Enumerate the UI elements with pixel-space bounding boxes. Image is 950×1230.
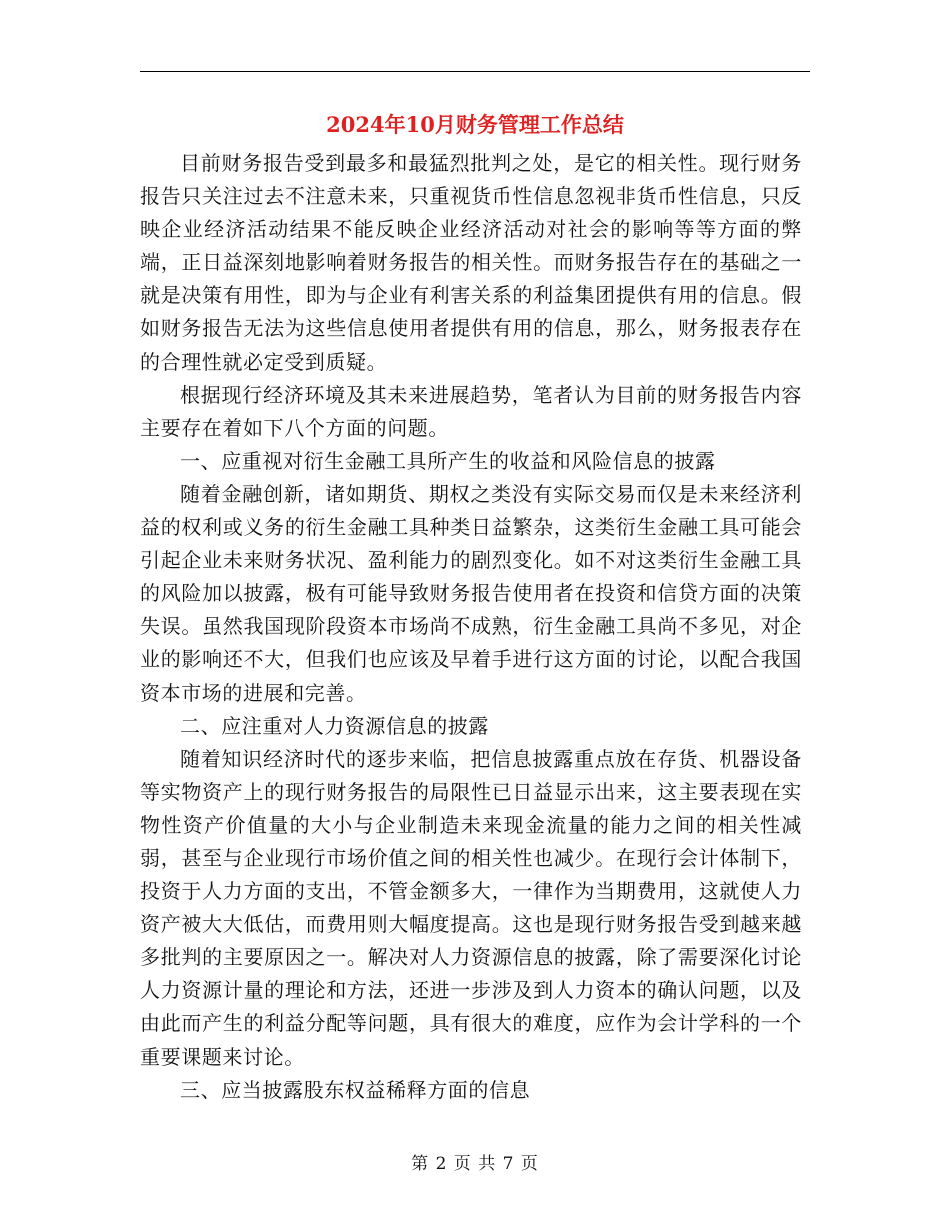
header-rule: [140, 71, 810, 72]
paragraph-1: 目前财务报告受到最多和最猛烈批判之处，是它的相关性。现行财务报告只关注过去不注意未来，只重视货币性信息忽视非货币性信息，只反映企业经济活动结果不能反映企业经济活动对社会的影响等等方面的弊端，正日益深刻地影响着财务报告的相关性。而财务报告存在的基础之一就是决策有用性，即为与企业有利害关系的利益集团提供有用的信息。假如财务报告无法为这些信息使用者提供有用的信息，那么，财务报表存在的合理性就必定受到质疑。: [140, 151, 802, 374]
paragraph-4: 随着知识经济时代的逐步来临，把信息披露重点放在存货、机器设备等实物资产上的现行财务报告的局限性已日益显示出来，这主要表现在实物性资产价值量的大小与企业制造未来现金流量的能力之间的相关性减弱，甚至与企业现行市场价值之间的相关性也减少。在现行会计体制下，投资于人力方面的支出，不管金额多大，一律作为当期费用，这就使人力资产被大大低估，而费用则大幅度提高。这也是现行财务报告受到越来越多批判的主要原因之一。解决对人力资源信息的披露，除了需要深化讨论人力资源计量的理论和方法，还进一步涉及到人力资本的确认问题，以及由此而产生的利益分配等问题，具有很大的难度，应作为会计学科的一个重要课题来讨论。: [140, 746, 802, 1069]
section-heading-3: 三、应当披露股东权益稀释方面的信息: [180, 1077, 531, 1102]
document-body: [140, 147, 802, 1107]
paragraph-2: 根据现行经济环境及其未来进展趋势，笔者认为目前的财务报告内容主要存在着如下八个方面的问题。: [140, 382, 802, 440]
section-heading-1: 一、应重视对衍生金融工具所产生的收益和风险信息的披露: [180, 448, 716, 473]
page-footer: 第 2 页 共 7 页: [411, 1154, 539, 1174]
document-title: 2024年10月财务管理工作总结: [326, 112, 624, 137]
section-heading-2: 二、应注重对人力资源信息的披露: [180, 713, 489, 738]
paragraph-3: 随着金融创新，诸如期货、期权之类没有实际交易而仅是未来经济利益的权利或义务的衍生金融工具种类日益繁杂，这类衍生金融工具可能会引起企业未来财务状况、盈利能力的剧烈变化。如不对这类衍生金融工具的风险加以披露，极有可能导致财务报告使用者在投资和信贷方面的决策失误。虽然我国现阶段资本市场尚不成熟，衍生金融工具尚不多见，对企业的影响还不大，但我们也应该及早着手进行这方面的讨论，以配合我国资本市场的进展和完善。: [140, 481, 802, 705]
